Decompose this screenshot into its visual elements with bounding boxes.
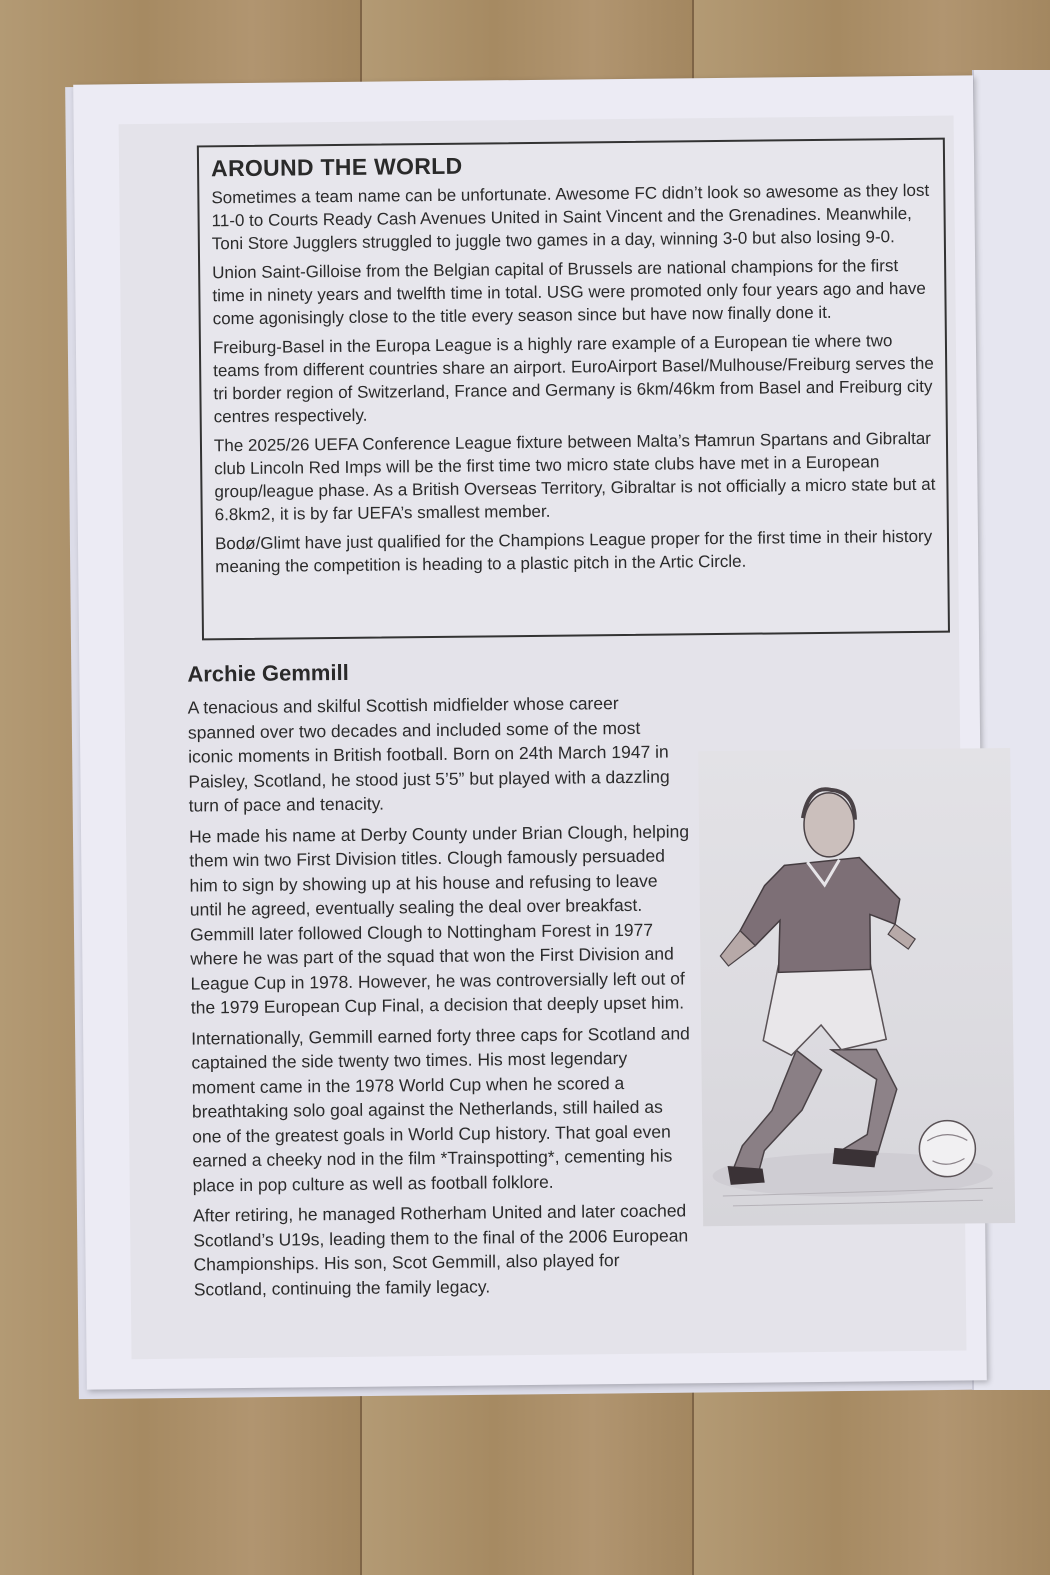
world-paragraph: The 2025/26 UEFA Conference League fixture between Malta’s Ħamrun Spartans and Gibraltar club Lincoln Red Imps will be the first time two micro state clubs have met in a European group/league phase. As a British Overseas Territory, Gibraltar is not officially a micro state but at 6.8km2, it is by far UEFA’s smallest member. (213, 428, 936, 525)
archie-gemmill-article (188, 690, 694, 1307)
programme-page (73, 75, 987, 1389)
around-the-world-box (197, 138, 950, 641)
footballer-sketch-illustration (698, 748, 1015, 1226)
article-paragraph: A tenacious and skilful Scottish midfielder whose career spanned over two decades and included some of the most iconic moments in British football. Born on 24th March 1947 in Paisley, Scotland, he stood just 5’5” but played with a dazzling turn of pace and tenacity. (187, 693, 670, 816)
world-paragraph: Freiburg-Basel in the Europa League is a highly rare example of a European tie where two teams from different countries share an airport. EuroAirport Basel/Mulhouse/Freiburg serves the tri border region of Switzerland, France and Germany is 6km/46km from Basel and Freiburg city centres respectively. (212, 331, 934, 427)
article-paragraph: After retiring, he managed Rotherham United and later coached Scotland’s U19s, leading them to the final of the 2006 European Championships. His son, Scot Gemmill, also played for Scotland, continuing the family legacy. (192, 1200, 689, 1300)
archie-gemmill-heading: Archie Gemmill (187, 659, 349, 687)
world-paragraph: Sometimes a team name can be unfortunate. Awesome FC didn’t look so awesome as they lost 11-0 to Courts Ready Cash Avenues United in Saint Vincent and the Grenadines. Meanwhile, Toni Store Jugglers struggled to juggle two games in a day, winning 3-0 but also losing 9-0. (211, 180, 930, 254)
world-paragraph: Bodø/Glimt have just qualified for the Champions League proper for the first time in their history meaning the competition is heading to a plastic pitch in the Artic Circle. (214, 526, 933, 577)
print-area (119, 116, 967, 1360)
article-paragraph: He made his name at Derby County under Brian Clough, helping them win two First Division titles. Clough famously persuaded him to sign by showing up at his house and refusing to leave until he agreed, eventually sealing the deal over breakfast. Gemmill later followed Clough to Nottingham Forest in 1977 where he was part of the squad that won the First Division and League Cup in 1978. However, he was controversially left out of the 1979 European Cup Final, a decision that deeply upset him. (188, 820, 690, 1018)
around-the-world-title: AROUND THE WORLD (210, 152, 463, 182)
world-paragraph: Union Saint-Gilloise from the Belgian capital of Brussels are national champions for the first time in ninety years and twelfth time in total. USG were promoted only four years ago and have come agonisingly close to the title every season since but have now finally done it. (212, 256, 926, 329)
article-paragraph: Internationally, Gemmill earned forty three caps for Scotland and captained the side twenty two times. His most legendary moment came in the 1978 World Cup when he scored a breathtaking solo goal against the Netherlands, still hailed as one of the greatest goals in World Cup history. That goal even earned a cheeky nod in the film *Trainspotting*, cementing his place in pop culture as well as football folklore. (191, 1022, 690, 1196)
